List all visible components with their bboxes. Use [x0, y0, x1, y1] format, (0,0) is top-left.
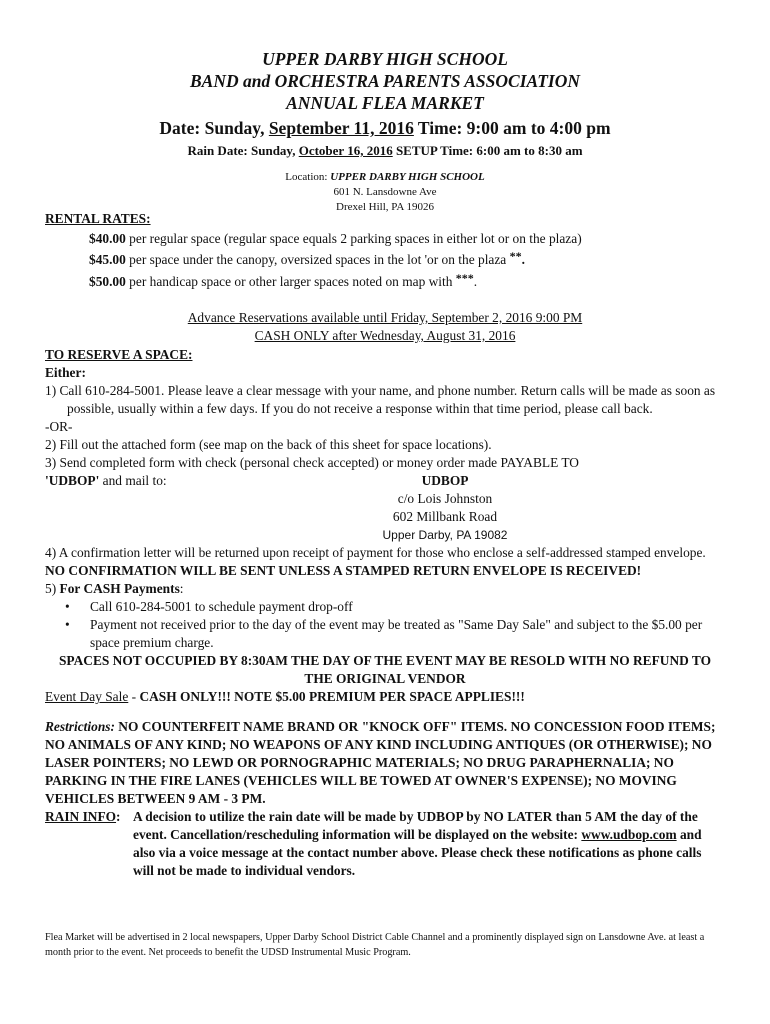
- header: [0, 48, 770, 215]
- footer-note: Flea Market will be advertised in 2 local newspapers, Upper Darby School District Cable Channel and a prominently displayed sign on Lansdowne Ave. at least a month prior to the event. Net proceeds to benefit the UDSD Instrumental Music Program.: [45, 932, 705, 958]
- rate-regular: $40.00 per regular space (regular space equals 2 parking spaces in either lot or on the plaza): [89, 231, 582, 246]
- rain-date: Rain Date: Sunday, October 16, 2016 SETUP Time: 6:00 am to 8:30 am: [187, 143, 583, 158]
- step-4: 4) A confirmation letter will be returned upon receipt of payment for those who enclose a self-addressed stamped envelope. NO CONFIRMATION WILL BE SENT UNLESS A STAMPED RETURN ENVELOPE IS RECEIVED!: [45, 545, 706, 578]
- or-separator: -OR-: [45, 419, 73, 434]
- event-day-sale: Event Day Sale - CASH ONLY!!! NOTE $5.00 PREMIUM PER SPACE APPLIES!!!: [45, 689, 525, 704]
- restrictions-label: Restrictions:: [45, 719, 115, 734]
- location-street: 601 N. Lansdowne Ave: [333, 186, 437, 198]
- association-name: BAND and ORCHESTRA PARENTS ASSOCIATION: [190, 71, 580, 91]
- rental-rates: [45, 210, 735, 293]
- location-name: UPPER DARBY HIGH SCHOOL: [330, 171, 485, 183]
- reserve-heading: TO RESERVE A SPACE:: [45, 347, 193, 362]
- spaces-notice: SPACES NOT OCCUPIED BY 8:30AM THE DAY OF THE EVENT MAY BE RESOLD WITH NO REFUND TO THE ORIGINAL VENDOR: [58, 653, 712, 686]
- either-label: Either:: [45, 365, 86, 380]
- website-link[interactable]: www.udbop.com: [581, 827, 677, 842]
- list-item: • Payment not received prior to the day of the event may be treated as "Same Day Sale" and subject to the $5.00 per space premium charge.: [65, 617, 703, 650]
- school-name: UPPER DARBY HIGH SCHOOL: [262, 49, 508, 69]
- rate-handicap: $50.00 per handicap space or other larger spaces noted on map with ***.: [89, 271, 478, 289]
- rain-date-value: October 16, 2016: [298, 143, 393, 158]
- event-date: Date: Sunday, September 11, 2016 Time: 9:00 am to 4:00 pm: [159, 118, 611, 138]
- event-name: ANNUAL FLEA MARKET: [286, 93, 484, 113]
- rain-info: RAIN INFO: A decision to utilize the rain date will be made by UDBOP by NO LATER than 5 AM the day of the event. Cancellation/rescheduling information will be displayed on the website: www.udbop.com and also via a voice message at the contact number above. Please check these notifications as phone calls will not be made to individual vendors.: [45, 809, 702, 878]
- rental-rates-heading: RENTAL RATES:: [45, 211, 151, 226]
- step-3: 3) Send completed form with check (personal check accepted) or money order made PAYABLE TO: [45, 455, 579, 470]
- list-item: • Call 610-284-5001 to schedule payment drop-off: [65, 599, 353, 614]
- advance-reservations: Advance Reservations available until Friday, September 2, 2016 9:00 PM CASH ONLY after Wednesday, August 31, 2016: [187, 310, 583, 343]
- restrictions: Restrictions: NO COUNTERFEIT NAME BRAND OR "KNOCK OFF" ITEMS. NO CONCESSION FOOD ITEMS; NO ANIMALS OF ANY KIND; NO WEAPONS OF ANY KIND INCLUDING ANTIQUES (OR OTHERWISE); NO LASER POINTERS; NO LEWD OR PORNOGRAPHIC MATERIALS; NO DRUG PARAPHERNALIA; NO PARKING IN THE FIRE LANES (VEHICLES WILL BE TOWED AT OWNER'S EXPENSE); NO MOVING VEHICLES BETWEEN 9 AM - 3 PM.: [45, 719, 716, 806]
- step-5: 5) For CASH Payments:: [45, 581, 184, 596]
- bullet-icon: •: [65, 617, 70, 632]
- step-1: 1) Call 610-284-5001. Please leave a clear message with your name, and phone number. Return calls will be made as soon as possible, usually within a few days. If you do not receive a response within that time period, please call back.: [45, 383, 716, 416]
- event-date-value: September 11, 2016: [268, 118, 414, 138]
- bullet-icon: •: [65, 599, 70, 614]
- location-block: Location: UPPER DARBY HIGH SCHOOL 601 N. Lansdowne Ave Drexel Hill, PA 19026: [0, 170, 770, 215]
- address-street: 602 Millbank Road: [392, 509, 498, 524]
- address-city: Upper Darby, PA 19082: [382, 528, 508, 542]
- rate-canopy: $45.00 per space under the canopy, oversized spaces in the lot 'or on the plaza **.: [89, 249, 525, 267]
- step-2: 2) Fill out the attached form (see map on the back of this sheet for space locations).: [45, 437, 492, 452]
- address-care-of: c/o Lois Johnston: [397, 491, 493, 506]
- mail-address: 'UDBOP' and mail to: UDBOP c/o Lois Johnston 602 Millbank Road Upper Darby, PA 19082: [45, 472, 725, 544]
- location-city: Drexel Hill, PA 19026: [336, 201, 434, 213]
- address-name: UDBOP: [421, 473, 469, 488]
- reserve-section: [45, 346, 725, 880]
